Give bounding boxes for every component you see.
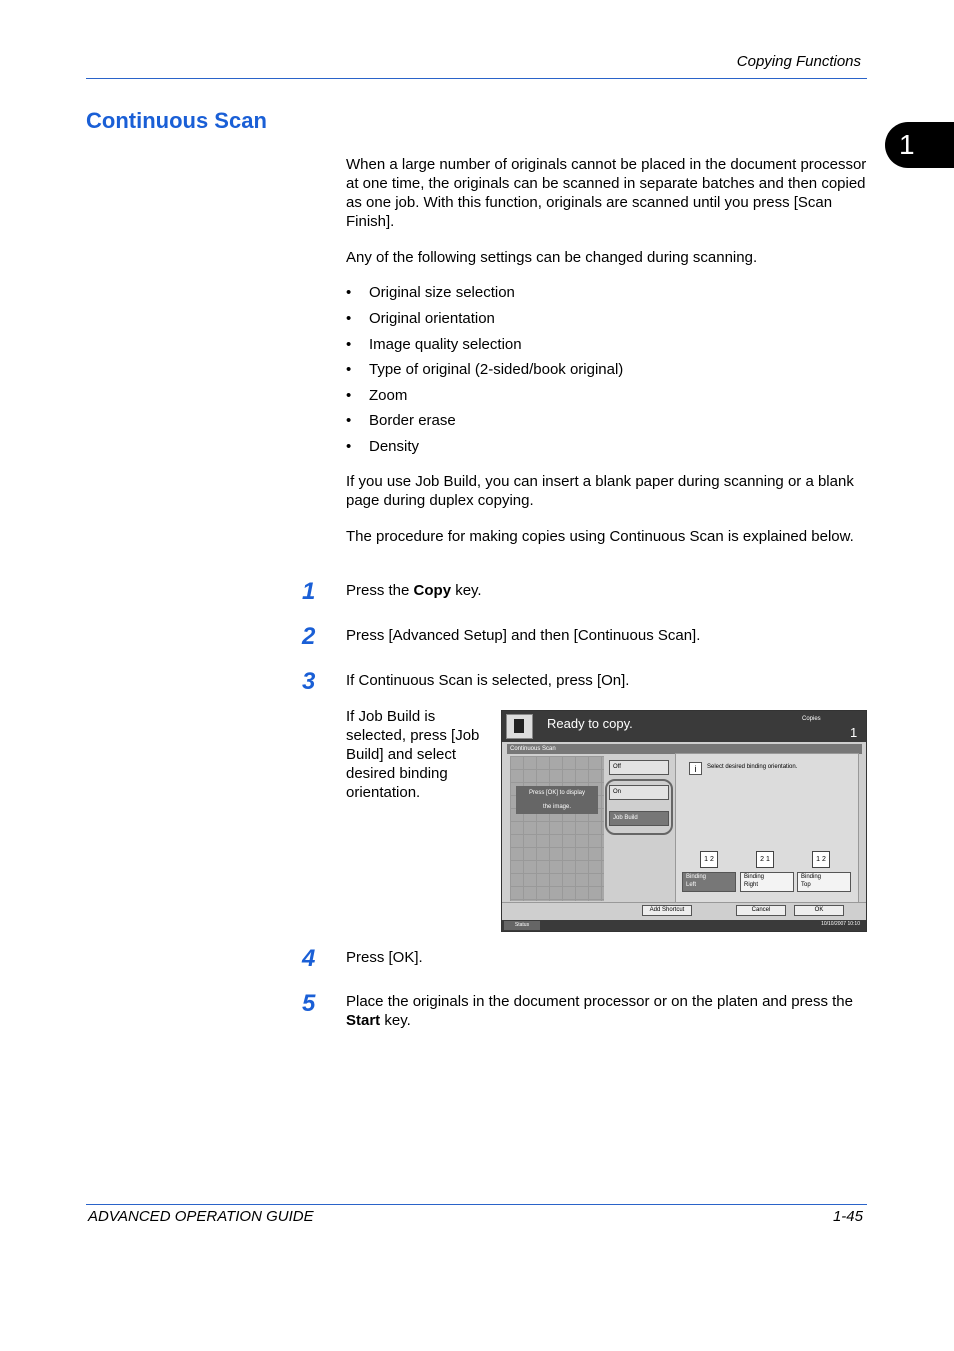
button-label: Binding xyxy=(744,874,765,880)
list-item xyxy=(346,335,522,354)
intro-paragraph: Any of the following settings can be changed during scanning. xyxy=(346,249,758,266)
key-name: Start xyxy=(346,1012,381,1029)
preview-area xyxy=(510,756,604,901)
operation-panel-screen xyxy=(501,710,867,932)
ok-button[interactable]: OK xyxy=(794,905,844,916)
list-item xyxy=(346,360,623,379)
step-text xyxy=(346,992,871,1030)
bullet-mark: • xyxy=(346,310,352,327)
step-text-part: Place the originals in the document processor or on the platen and press the xyxy=(346,993,853,1010)
list-item-text: Original size selection xyxy=(369,284,515,301)
step-text: Press [Advanced Setup] and then [Continuous Scan]. xyxy=(346,627,701,644)
button-label: Top xyxy=(801,882,811,888)
list-item-text: Type of original (2-sided/book original) xyxy=(369,361,624,378)
bullet-mark: • xyxy=(346,412,352,429)
list-item-text: Density xyxy=(369,438,420,455)
job-build-button[interactable]: Job Build xyxy=(609,811,669,826)
button-label: Left xyxy=(686,882,697,888)
intro-paragraph: When a large number of originals cannot be placed in the document processor at one time, the originals can be scanned in separate batches and then copied as one job. With this function, originals are scanned until you press [Scan Finish]. xyxy=(346,156,867,230)
list-item xyxy=(346,283,515,302)
dialog-message: Select desired binding orientation. xyxy=(707,764,798,770)
list-item-text: Zoom xyxy=(369,387,408,404)
button-label: Binding xyxy=(686,874,707,880)
list-item-text: Original orientation xyxy=(369,310,495,327)
copies-label: Copies xyxy=(802,716,821,722)
off-button[interactable]: Off xyxy=(609,760,669,775)
body-paragraph: The procedure for making copies using Continuous Scan is explained below. xyxy=(346,528,854,545)
binding-right-button[interactable] xyxy=(740,872,794,892)
section-title: Continuous Scan xyxy=(86,108,267,133)
preview-message-line: the image. xyxy=(542,804,572,810)
binding-right-icon: 2 1 xyxy=(756,851,774,868)
status-button[interactable]: Status xyxy=(504,921,540,930)
button-label: Binding xyxy=(801,874,822,880)
chapter-tab: 1 xyxy=(885,122,954,168)
step-text xyxy=(346,581,871,600)
list-item xyxy=(346,411,456,430)
copy-mode-icon xyxy=(506,714,533,739)
bullet-mark: • xyxy=(346,361,352,378)
list-item xyxy=(346,309,495,328)
on-button[interactable]: On xyxy=(609,785,669,800)
preview-message-line: Press [OK] to display xyxy=(528,790,586,796)
binding-dialog xyxy=(675,753,859,903)
step-text: If Continuous Scan is selected, press [On]. xyxy=(346,672,630,689)
key-name: Copy xyxy=(413,582,452,599)
cancel-button[interactable]: Cancel xyxy=(736,905,786,916)
list-item-text: Image quality selection xyxy=(369,336,522,353)
step-text-part: key. xyxy=(451,582,482,599)
footer-rule xyxy=(86,1204,867,1205)
step-number: 1 xyxy=(302,578,316,605)
body-paragraph: If you use Job Build, you can insert a blank paper during scanning or a blank page during duplex copying. xyxy=(346,473,854,509)
bullet-mark: • xyxy=(346,438,352,455)
screen-status-bar xyxy=(502,711,866,742)
bullet-mark: • xyxy=(346,387,352,404)
highlight-ring xyxy=(605,779,673,835)
step-text: Press [OK]. xyxy=(346,949,423,966)
step-number: 2 xyxy=(302,623,316,650)
list-item-text: Border erase xyxy=(369,412,456,429)
step-note: If Job Build is selected, press [Job Build] and select desired binding orientation. xyxy=(346,708,480,801)
preview-message xyxy=(516,786,598,814)
step-number: 5 xyxy=(302,990,316,1017)
step-number: 3 xyxy=(302,668,316,695)
binding-left-button[interactable] xyxy=(682,872,736,892)
binding-left-icon: 1 2 xyxy=(700,851,718,868)
button-label: Right xyxy=(744,882,759,888)
copies-count: 1 xyxy=(850,725,858,740)
running-header: Copying Functions xyxy=(736,53,861,70)
list-item xyxy=(346,386,407,405)
step-text-part: key. xyxy=(380,1012,411,1029)
step-number: 4 xyxy=(302,945,316,972)
header-rule xyxy=(86,78,867,79)
binding-top-icon: 1 2 xyxy=(812,851,830,868)
page-number: 1-45 xyxy=(832,1208,863,1225)
date-time: 10/10/2007 10:10 xyxy=(821,921,860,927)
add-shortcut-button[interactable]: Add Shortcut xyxy=(642,905,692,916)
info-icon: i xyxy=(689,762,702,775)
status-message: Ready to copy. xyxy=(547,716,633,731)
step-text-part: Press the xyxy=(346,582,414,599)
bullet-mark: • xyxy=(346,284,352,301)
list-item xyxy=(346,437,419,456)
function-title: Continuous Scan xyxy=(507,744,862,754)
binding-top-button[interactable] xyxy=(797,872,851,892)
bullet-mark: • xyxy=(346,336,352,353)
guide-title: ADVANCED OPERATION GUIDE xyxy=(88,1208,314,1225)
screen-footer xyxy=(502,920,866,931)
